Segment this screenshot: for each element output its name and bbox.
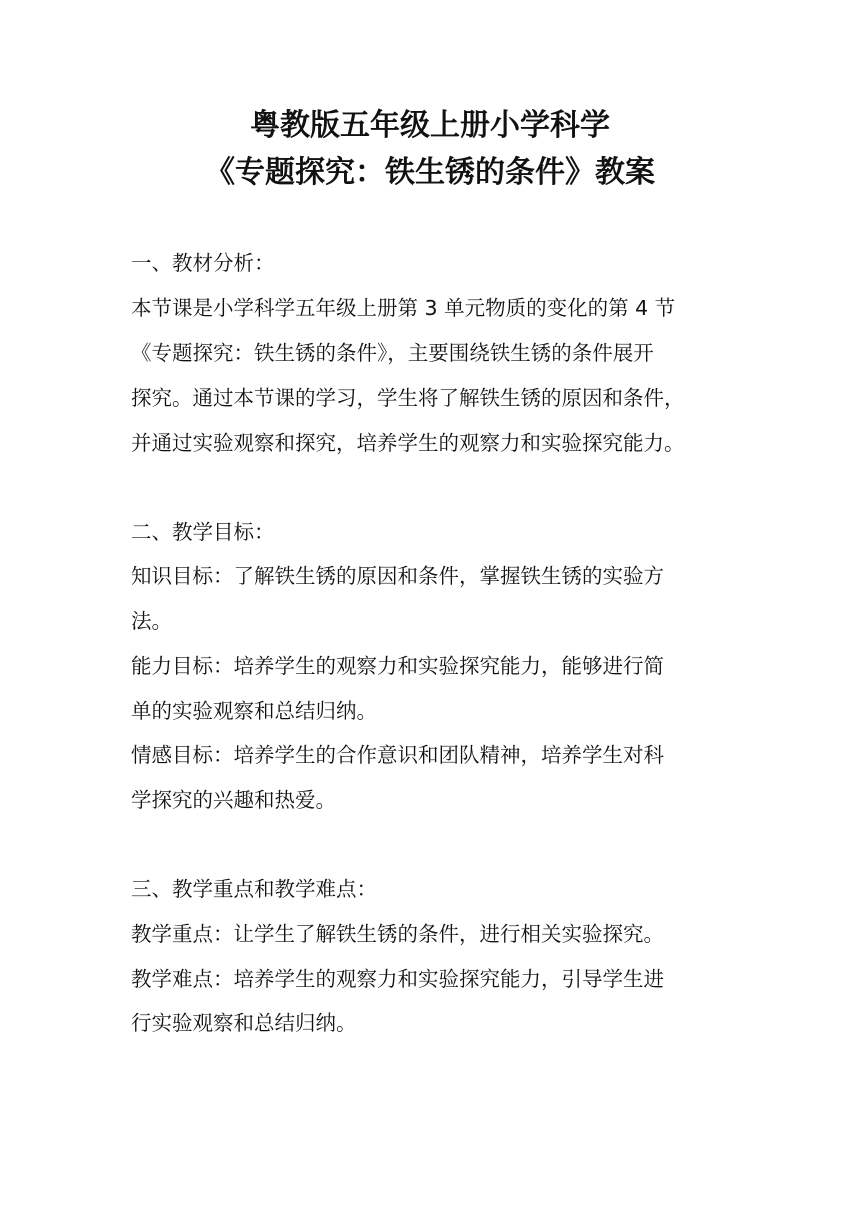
document-title-line-2: 《专题探究：铁生锈的条件》教案	[205, 155, 655, 190]
section-2-line-3: 能力目标：培养学生的观察力和实验探究能力，能够进行简	[131, 654, 664, 678]
section-2-line-5: 情感目标：培养学生的合作意识和团队精神，培养学生对科	[131, 743, 664, 767]
section-2-line-4: 单的实验观察和总结归纳。	[131, 699, 377, 723]
section-1-line-4: 并通过实验观察和探究，培养学生的观察力和实验探究能力。	[131, 431, 685, 455]
section-1-line-2: 《专题探究：铁生锈的条件》，主要围绕铁生锈的条件展开	[131, 341, 654, 365]
section-3-line-1: 教学重点：让学生了解铁生锈的条件，进行相关实验探究。	[131, 922, 664, 946]
section-2-heading: 二、教学目标：	[131, 520, 275, 544]
section-1-line-3: 探究。通过本节课的学习，学生将了解铁生锈的原因和条件，	[131, 386, 685, 410]
document-title-line-1: 粤教版五年级上册小学科学	[250, 108, 610, 143]
section-2-line-6: 学探究的兴趣和热爱。	[131, 788, 336, 812]
section-2-line-1: 知识目标：了解铁生锈的原因和条件，掌握铁生锈的实验方	[131, 564, 664, 588]
section-2-line-2: 法。	[131, 609, 172, 633]
section-3-heading: 三、教学重点和教学难点：	[131, 877, 377, 901]
section-3-line-3: 行实验观察和总结归纳。	[131, 1011, 357, 1035]
section-1-line-1: 本节课是小学科学五年级上册第 3 单元物质的变化的第 4 节	[131, 296, 676, 320]
section-1-heading: 一、教材分析：	[131, 251, 275, 275]
section-3-line-2: 教学难点：培养学生的观察力和实验探究能力，引导学生进	[131, 967, 664, 991]
